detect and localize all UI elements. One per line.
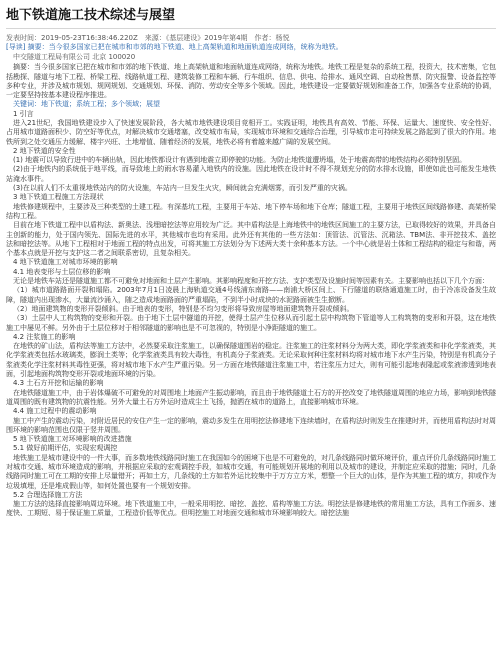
article-paragraph: 在地铁隧道施工中，由于岩体爆破不可避免的对周围地上地面产生振动影响，而且由于地铁隧道土石方的开挖改变了地铁隧道周围的地应力场，影响到地铁隧道周围的既有建筑物的抗震性能。另外大量土石方外运时造成尘土飞扬，抛洒在城市的道路上，直接影响城市环境。 <box>6 388 496 406</box>
article-paragraph: （2）地面建筑物的变形开裂倾斜。由于地表的变形，特别是不均匀变形将导致房屋等地面建筑物开裂或倾斜。 <box>13 304 354 313</box>
article-body <box>6 63 496 519</box>
article-meta-source: 发表时间：2019-05-23T16:38:46.220Z 来源：《基层建设》2019年第4期 作者：杨悦 <box>6 34 290 42</box>
article-paragraph: 关键词：地下铁道；系统工程；多个领域；展望 <box>13 100 160 109</box>
article-paragraph: 4.4 施工过程中的震动影响 <box>13 407 97 416</box>
article-affiliation: 中交隧道工程局有限公司 北京 100020 <box>6 52 136 61</box>
article-paragraph: 无论是地铁车站还是隧道施工都不可避免对地面和土层产生影响。其影响程度和开挖方法、支护类型及设施时间等因素有关。主要影响也括以下几个方面： <box>13 277 489 286</box>
article-paragraph: 2 地下铁道的安全性 <box>13 146 76 155</box>
article-paragraph: （1）城市道路路面开裂和塌陷。2003年7月1日凌晨上海轨道交通4号线浦东南路——南浦大桥区间上、下行隧道的联络通道施工时，由于冷冻设备发生故障，隧道内出现渗水，大量流沙涌入，随之造成地面路面的严重塌陷，不到半小时成块的水泥路面被生生掀断。 <box>6 286 496 304</box>
article-paragraph: 4.3 土石方开挖和运输的影响 <box>13 379 104 388</box>
article-title: 地下铁道施工技术综述与展望 <box>6 8 496 29</box>
article-paragraph: 4.1 地表变形与土层位移的影响 <box>13 267 111 276</box>
article-paragraph: 进入21世纪，我国地铁建设步入了快速发展阶段，各大城市地铁建设项目竞相开工。实践证明，地铁具有高效、节能、环保、运量大、速度快、安全性好、占用城市道路面积少、防空好等优点，对解决城市交通堵塞，改变城市布局，实现城市环境和交通综合治理，引导城市走可持续发展之路起到了很大的作用。地铁所到之处交通压力缓解、楼宇兴旺、土地增值、随着经济的发展，地铁必将有着越来越广阔的发展空间。 <box>6 119 496 146</box>
article-paragraph: 地铁施工是城市建设中的一件大事，而多数地铁线路同时施工在我国如今的困境下也是不可避免的，对几条线路同时做环境评价，重点评价几条线路同时施工对城市交通、城市环境造成的影响，并根据应采取的宏观调控手段，如城市交通，有可能规划开展地的利用以及城市的建设，并制定应采取的措施；同时，几条线路同时施工可在工期的安排上尽量错开；再如土方，几条线的土方如若外运比较集中于万方立方米，想整一个巨大的山体，是作为其施工程的填方，抑或作为垃圾填埋，还是堆成假山等，如何处置也要有一个规划安排。 <box>6 453 496 490</box>
article-paragraph: 4.2 注浆施工的影响 <box>13 332 76 341</box>
article-paragraph: (2)由于地铁内的系统低于地平线，而导致地上的雨水容易灌入地铁内的设施。因此地铁在设计时不得不规划充分的防水排水设施，即使如此也可能发生地铁站淹水事件。 <box>6 165 496 183</box>
article-paragraph: (1) 地震可以导致行进中的车辆出轨，因此地铁都设计有遇到地震立即停驶的功能。为防止地铁道遭坍塌，处于地震高带的地铁结构必须特别坚固。 <box>13 156 467 165</box>
article-paragraph: 5 地下铁道施工对环境影响的改进措施 <box>13 435 132 444</box>
article-paragraph: 目前在地下铁道工程中以盾构法、新奥法、浅埋暗挖法等应用较为广泛。其中盾构法是上海地铁中的地铁区间施工的主要方法，已取得较好的效果，并具备自主创新的能力，处于国内领先、国际先进的水平，其他城市也均有采用。此外还有其他的一些方法如：顶管法、沉管法、沉箱法、TBM法、非开挖技术、盖挖法和暗挖法等。从地下工程相对于地面工程的特点出发，可将其施工方法划分为下述两大类十余种基本方法。一个中心就是岩土体和工程结构的稳定与和谐，两个基本点就是开挖与支护这二者之间联系密切，且复杂相关。 <box>6 221 496 258</box>
article-paragraph: 1 引言 <box>13 109 34 118</box>
article-paragraph: 地铁修建规程中，主要涉及三种类型的土建工程。有深基坑工程，主要用于车站、地下停车场和地下仓库；隧道工程，主要用于地铁区间线路修建、高架桥梁结构工程。 <box>6 202 496 220</box>
article-paragraph: （3）土层中人工构筑物的变形和开裂。由于地下土层中隧道的开挖，使得土层产生位移从而引起土层中构筑物下管道等人工构筑物的变形和开裂，这在地铁施工中屡见不鲜。另外由于土层位移对于相邻隧道的影响也是不可忽视的，特别是小净距隧道的施工。 <box>6 314 496 332</box>
article-paragraph: 施工方法的选择直接影响周边环境。地下铁道施工中，一般采用明挖、暗挖、盖挖、盾构等施工方法。明挖法是修建地铁的常用施工方法，具有工作面多、速度快、工期短、易于保证施工质量，工程造价低等优点。但明挖施工对地面交通和城市环境影响较大。暗挖法施 <box>6 500 496 518</box>
article-paragraph: 摘要：当今很多国家已把在城市和市郊的地下铁道、地上高架轨道和地面轨道连成网络，统称为地铁。地铁工程是复杂的系统工程，投资大，技术密集，它包括勘探、隧道与地下工程、桥梁工程、线路轨道工程、建筑装修工程和车辆、行车组织、信息、供电、给排水、通风空调、自动检售票、防灾报警、设备监控等多种专业，并涉及城市规划、规网规划、交通规划、环保、消防、劳动安全等多个领域。因此，地铁建设一定要做好规划和准备工作，加强各专业系统的协调，一定要坚持按基本建设程序推进。 <box>6 63 496 100</box>
article-paragraph: 4 地下铁道施工对城市环境的影响 <box>13 258 118 267</box>
article-paragraph: 施工中产生的震动污染，对附近居民的安住产生一定的影响，震动多发生在用明挖法修建地下连续墙时，在盾构法时则发生在推建时并，而使用盾构法时对周围环境的影响范围也仅限于竖井周围。 <box>6 416 496 434</box>
article-paragraph: 5.2 合理选择施工方法 <box>13 490 83 499</box>
article-abstract-lead: [导读] 摘要：当今很多国家已把在城市和市郊的地下铁道、地上高架轨道和地面轨道连成网络，统称为地铁。 <box>6 43 343 52</box>
article-paragraph: 5.1 做好前期评估，实现宏观调控 <box>13 444 118 453</box>
article-paragraph: 3 地下铁道工程施工方法现状 <box>13 193 104 202</box>
article-paragraph: 在地铁的矿山法，盾构法等施工方法中，必然要采取注浆施工，以确保隧道围岩的稳定。注浆施工的注浆材料分为两大类，即化学浆液类和非化学浆液类，其化学浆液类包括水玻璃类，膨润土类等；化学浆液类具有较大毒性，有机高分子浆液类。无论采取何种注浆材料均将对城市地下水产生污染，特别是有机高分子浆液类化学注浆材料其毒性更强，将对城市地下水产生严重污染。另一方面在地铁隧道注浆施工中，若注浆压力过大，则有可能引起地表隆起或浆液渗透到地表面，引起地面构筑物变形开裂或地面环境的污染。 <box>6 342 496 379</box>
article-paragraph: (3)在以前人们不太重视地铁站内的防火设施，车站内一旦发生火灾，瞬间就会充满烟雾，而引发严重的灾祸。 <box>13 184 352 193</box>
